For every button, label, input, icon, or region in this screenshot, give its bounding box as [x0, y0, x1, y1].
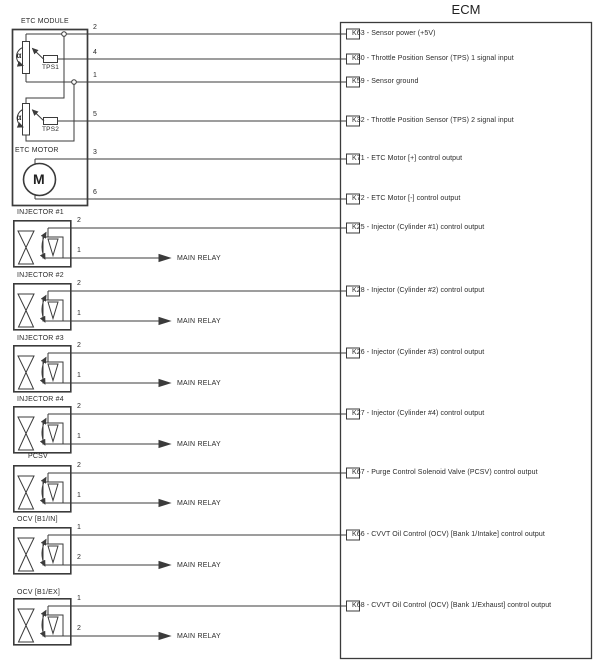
alpha-symbol: α	[16, 113, 22, 122]
component-pin-number: 2	[77, 280, 82, 287]
etc-module-label: ETC MODULE	[21, 18, 69, 25]
module-pin-number: 4	[93, 49, 98, 56]
ecm-pin-k72-label: K72 - ETC Motor [-] control output	[352, 195, 461, 202]
module-pin-number: 5	[93, 111, 98, 118]
motor-letter: M	[33, 171, 45, 187]
component-pin-number: 1	[77, 492, 82, 499]
component-pin-number: 1	[77, 524, 82, 531]
component-label-ocv-exhaust: OCV [B1/EX]	[17, 589, 61, 596]
ecm-pin-k66-label: K66 - CVVT Oil Control (OCV) [Bank 1/Intake] control output	[352, 531, 545, 538]
main-relay-label: MAIN RELAY	[177, 380, 221, 387]
component-pin-number: 2	[77, 217, 82, 224]
component-label-injector-3: INJECTOR #3	[17, 335, 64, 342]
main-relay-label: MAIN RELAY	[177, 318, 221, 325]
main-relay-label: MAIN RELAY	[177, 633, 221, 640]
ecm-pin-k68-label: K68 - CVVT Oil Control (OCV) [Bank 1/Exhaust] control output	[352, 602, 552, 609]
tps1-potentiometer-icon	[17, 34, 58, 82]
tps1-label: TPS1	[42, 64, 60, 71]
component-pin-number: 1	[77, 310, 82, 317]
ecm-pin-k80-label: K80 - Throttle Position Sensor (TPS) 1 signal input	[352, 55, 514, 62]
ecm-pin-k67-label: K67 - Purge Control Solenoid Valve (PCSV) control output	[352, 469, 538, 476]
ecm-pin-k32-label: K32 - Throttle Position Sensor (TPS) 2 signal input	[352, 117, 514, 124]
component-pin-number: 2	[77, 403, 82, 410]
component-pin-number: 2	[77, 462, 82, 469]
component-pin-number: 1	[77, 595, 82, 602]
component-pin-number: 1	[77, 372, 82, 379]
component-pin-number: 1	[77, 247, 82, 254]
ecm-pin-k26-label: K26 - Injector (Cylinder #3) control output	[352, 349, 485, 356]
component-label-pcsv: PCSV	[28, 453, 48, 460]
module-pin-number: 6	[93, 189, 98, 196]
component-label-injector-2: INJECTOR #2	[17, 272, 64, 279]
ecm-pin-k59-label: K59 - Sensor ground	[352, 78, 419, 85]
component-pin-number: 2	[77, 554, 82, 561]
component-pin-number: 2	[77, 625, 82, 632]
main-relay-label: MAIN RELAY	[177, 255, 221, 262]
ecm-pin-k25-label: K25 - Injector (Cylinder #1) control output	[352, 224, 485, 231]
component-label-ocv-intake: OCV [B1/IN]	[17, 516, 58, 523]
component-signal-wires	[48, 228, 347, 606]
main-relay-label: MAIN RELAY	[177, 500, 221, 507]
etc-motor-label: ETC MOTOR	[15, 147, 59, 154]
component-label-injector-4: INJECTOR #4	[17, 396, 64, 403]
module-pin-number: 2	[93, 24, 98, 31]
component-pin-number: 1	[77, 433, 82, 440]
component-label-injector-1: INJECTOR #1	[17, 209, 64, 216]
module-pin-number: 1	[93, 72, 98, 79]
component-pin-number: 2	[77, 342, 82, 349]
ecm-pin-k71-label: K71 - ETC Motor [+] control output	[352, 155, 463, 162]
module-pin-number: 3	[93, 149, 98, 156]
main-relay-label: MAIN RELAY	[177, 562, 221, 569]
main-relay-label: MAIN RELAY	[177, 441, 221, 448]
ecm-pin-k28-label: K28 - Injector (Cylinder #2) control output	[352, 287, 485, 294]
ecm-title: ECM	[451, 2, 481, 17]
ecm-pin-k63-label: K63 - Sensor power (+5V)	[352, 30, 436, 37]
ecm-pin-k27-label: K27 - Injector (Cylinder #4) control output	[352, 410, 485, 417]
alpha-symbol: α	[16, 51, 22, 60]
tps2-label: TPS2	[42, 126, 60, 133]
